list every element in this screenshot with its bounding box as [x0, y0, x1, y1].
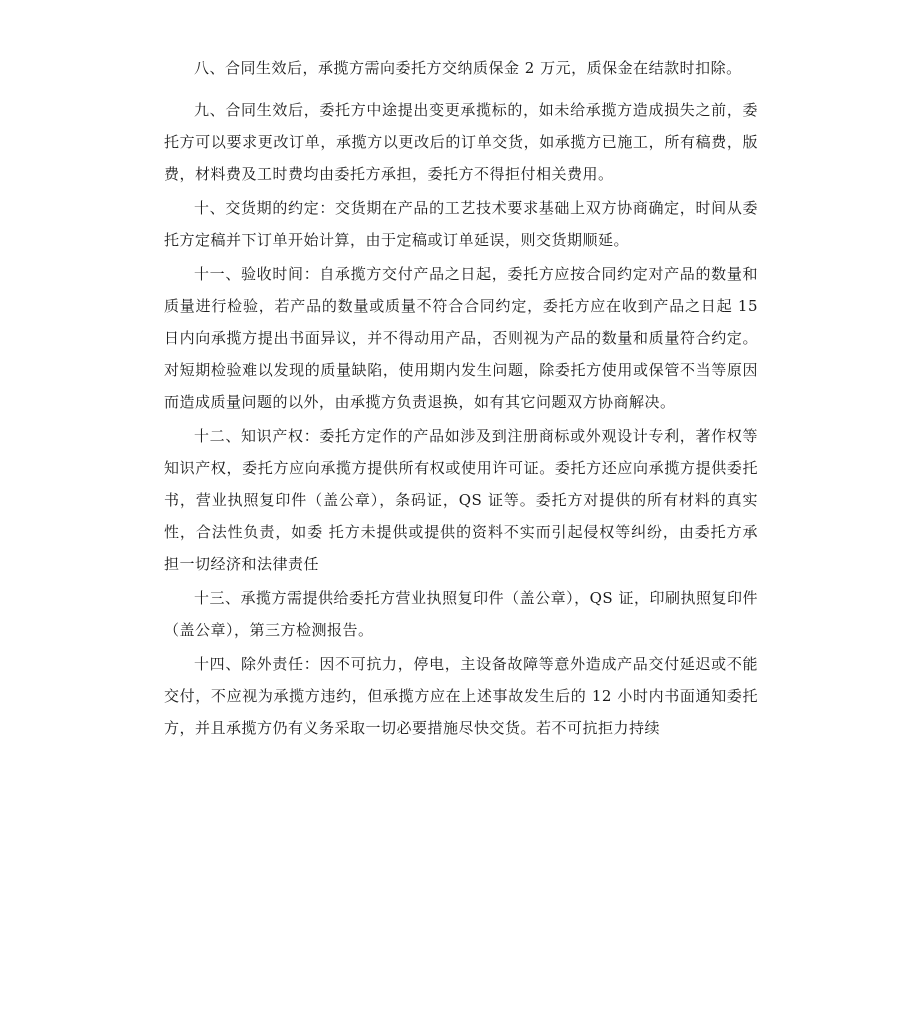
- clause-8: 八、合同生效后，承揽方需向委托方交纳质保金 2 万元，质保金在结款时扣除。: [194, 59, 742, 77]
- document-page: [164, 52, 758, 744]
- clause-13: 十三、承揽方需提供给委托方营业执照复印件（盖公章），QS 证，印刷执照复印件（盖公章），第三方检测报告。: [164, 589, 758, 639]
- clause-9: 九、合同生效后，委托方中途提出变更承揽标的，如未给承揽方造成损失之前，委托方可以要求更改订单，承揽方以更改后的订单交货，如承揽方已施工，所有稿费，版费，材料费及工时费均由委托方承担，委托方不得拒付相关费用。: [164, 101, 758, 183]
- clause-14: 十四、除外责任：因不可抗力，停电，主设备故障等意外造成产品交付延迟或不能交付，不应视为承揽方违约，但承揽方应在上述事故发生后的 12 小时内书面通知委托方，并且承揽方仍有义务采取一切必要措施尽快交货。若不可抗拒力持续: [164, 655, 758, 737]
- clause-11: 十一、验收时间：自承揽方交付产品之日起，委托方应按合同约定对产品的数量和质量进行检验，若产品的数量或质量不符合合同约定，委托方应在收到产品之日起 15 日内向承揽方提出书面异议，并不得动用产品，否则视为产品的数量和质量符合约定。对短期检验难以发现的质量缺陷，使用期内发生问题，除委托方使用或保管不当等原因而造成质量问题的以外，由承揽方负责退换，如有其它问题双方协商解决。: [164, 265, 758, 411]
- clause-10: 十、交货期的约定：交货期在产品的工艺技术要求基础上双方协商确定，时间从委托方定稿并下订单开始计算，由于定稿或订单延误，则交货期顺延。: [164, 199, 758, 249]
- clause-12: 十二、知识产权：委托方定作的产品如涉及到注册商标或外观设计专利，著作权等知识产权，委托方应向承揽方提供所有权或使用许可证。委托方还应向承揽方提供委托书，营业执照复印件（盖公章），条码证，QS 证等。委托方对提供的所有材料的真实性，合法性负责，如委 托方未提供或提供的资料不实而引起侵权等纠纷，由委托方承担一切经济和法律责任: [164, 427, 758, 573]
